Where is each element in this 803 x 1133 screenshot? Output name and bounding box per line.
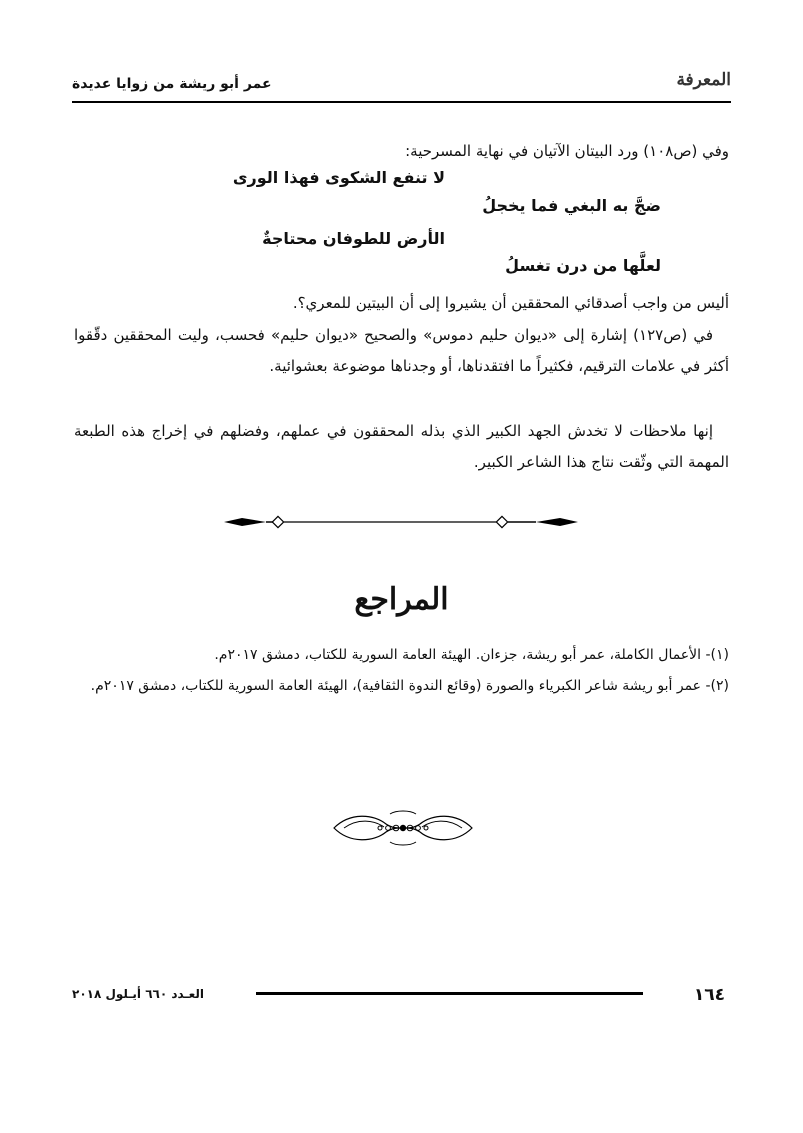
verse-line-1b: ضجَّ به البغي فما يخجلُ	[482, 196, 661, 215]
magazine-logo: المعرفة	[676, 70, 731, 90]
verse-line-1a: لا تنفع الشكوى فهذا الورى	[232, 168, 445, 187]
page-number: ١٦٤	[693, 985, 725, 1005]
reference-item-2: (٢)- عمر أبو ريشة شاعر الكبرياء والصورة (وقائع الندوة الثقافية)، الهيئة العامة السورية للكتاب، دمشق ٢٠١٧م.	[90, 678, 729, 694]
issue-label: العـدد ٦٦٠ أيـلول ٢٠١٨	[72, 987, 204, 1001]
body-paragraph-3: إنها ملاحظات لا تخدش الجهد الكبير الذي بذله المحققون في عملهم، وفضلهم في إخراج هذه الطبعة المهمة التي وثّقت نتاج هذا الشاعر الكبير.	[74, 422, 729, 471]
decorative-flourish	[330, 808, 476, 848]
references-heading: المراجع	[354, 582, 449, 617]
intro-paragraph: وفي (ص١٠٨) ورد البيتان الآتيان في نهاية المسرحية:	[405, 142, 729, 160]
ornamental-divider	[222, 512, 580, 532]
header-rule	[72, 101, 731, 103]
question-paragraph: أليس من واجب أصدقائي المحققين أن يشيروا إلى أن البيتين للمعري؟.	[292, 294, 729, 312]
verse-line-2b: لعلَّها من درن تغسلُ	[505, 256, 661, 275]
running-header-title: عمر أبو ريشة من زوايا عديدة	[72, 76, 272, 92]
reference-item-1: (١)- الأعمال الكاملة، عمر أبو ريشة، جزءان. الهيئة العامة السورية للكتاب، دمشق ٢٠١٧م.	[214, 647, 729, 663]
body-paragraph-2: في (ص١٢٧) إشارة إلى «ديوان حليم دموس» والصحيح «ديوان حليم» فحسب، وليت المحققين دقّقوا أكثر في علامات الترقيم، فكثيراً ما افتقدناها، أو وجدناها موضوعة بعشوائية.	[74, 326, 729, 375]
verse-line-2a: الأرض للطوفان محتاجةٌ	[262, 229, 445, 248]
footer-rule	[256, 992, 643, 995]
